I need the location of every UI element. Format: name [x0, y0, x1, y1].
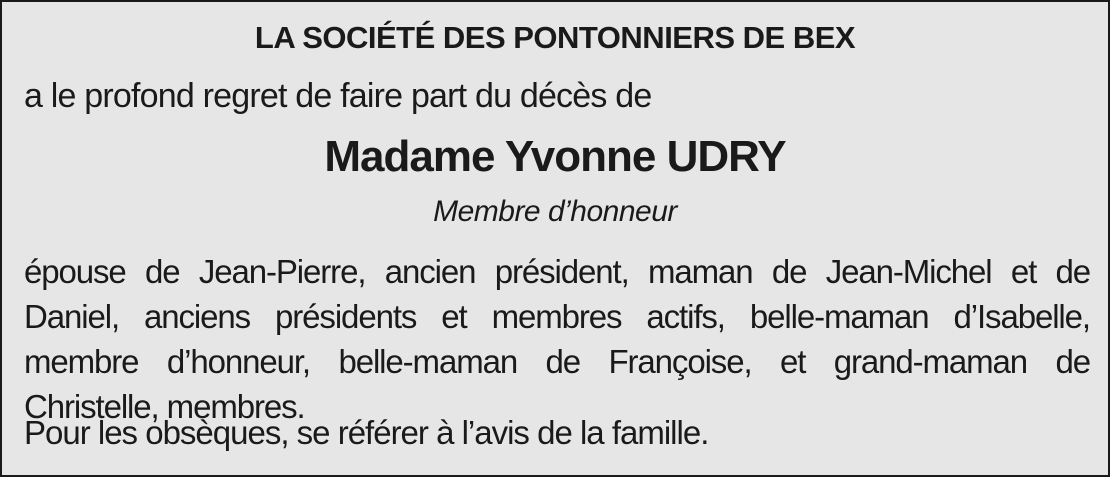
honorary-role: Membre d’honneur [433, 195, 677, 228]
funeral-note: Pour les obsèques, se référer à l’avis de la famille. [24, 414, 709, 451]
intro-text: a le profond regret de faire part du décès de [24, 77, 652, 115]
society-header: LA SOCIÉTÉ DES PONTONNIERS DE BEX [254, 20, 856, 55]
family-details: épouse de Jean-Pierre, ancien président, maman de Jean-Michel et de Daniel, anciens présidents et membres actifs, belle-maman d’Isabelle, membre d’honneur, belle-maman de Françoise, et grand-maman de Christelle, membres. [24, 253, 1090, 425]
deceased-name: Madame Yvonne UDRY [324, 132, 786, 181]
